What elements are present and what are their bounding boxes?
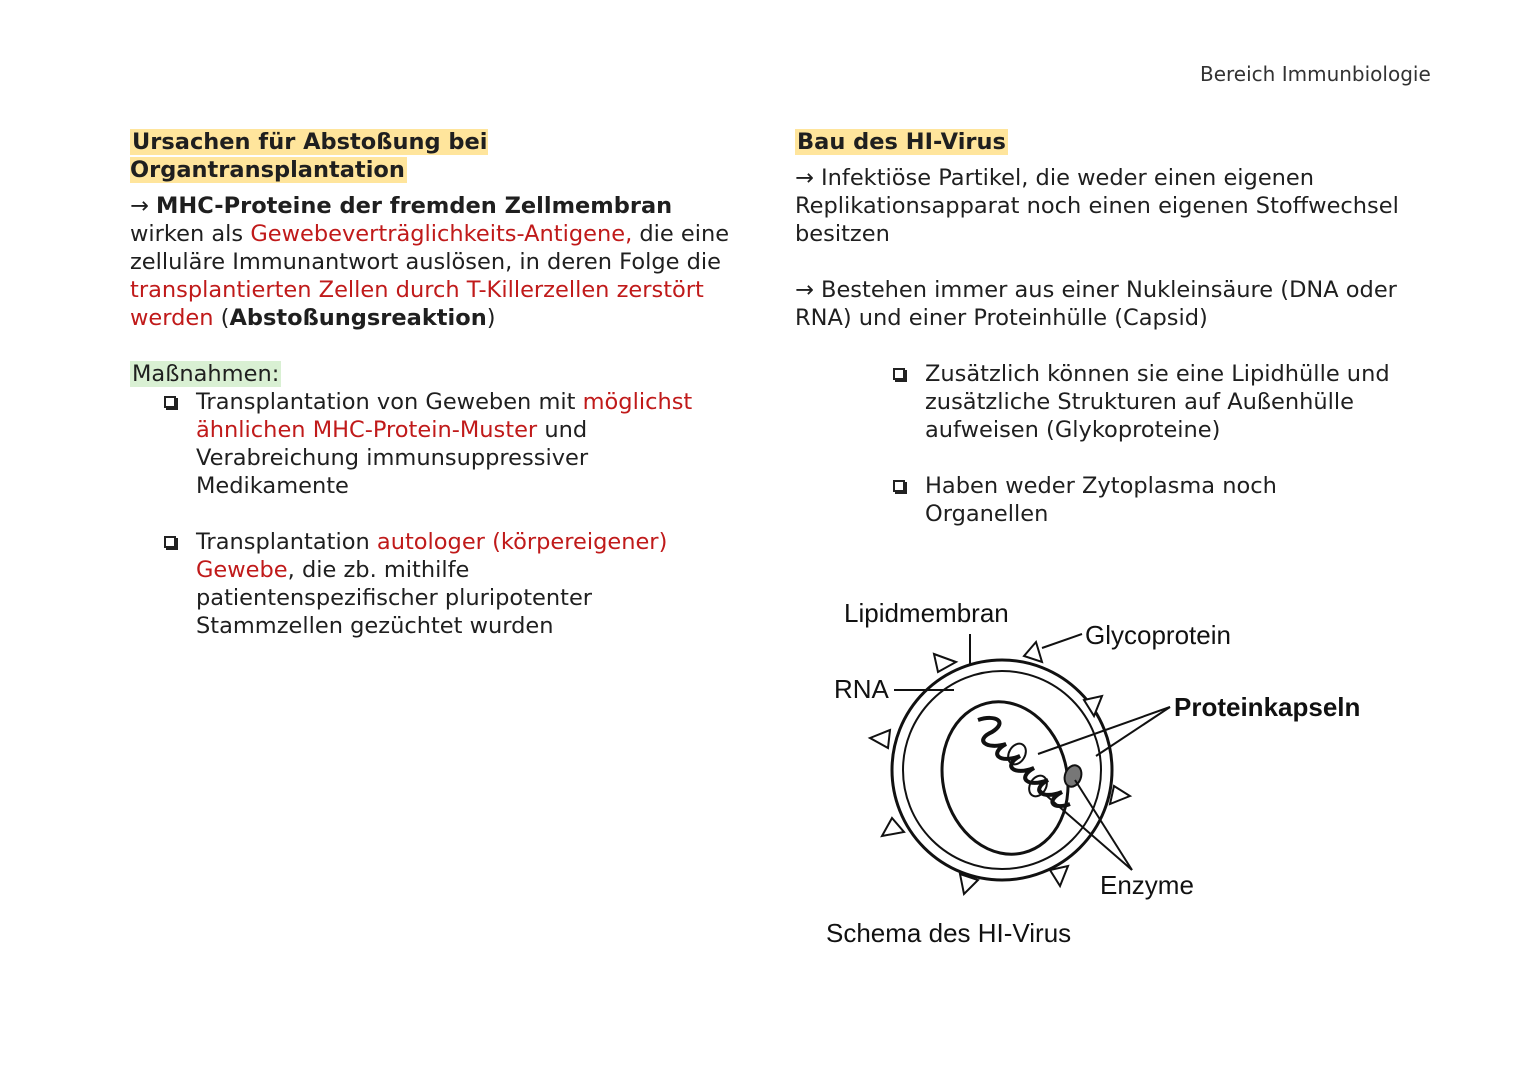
area-label: Bereich Immunbiologie xyxy=(1200,62,1431,86)
list-item xyxy=(893,472,1403,528)
highlight-term: autologer (körpereigener) Gewebe xyxy=(196,529,668,583)
leader-capsid-2 xyxy=(1096,707,1170,756)
hiv-diagram xyxy=(810,590,1370,970)
leader-glyco xyxy=(1042,634,1082,648)
antigen-term: Gewebeverträglichkeits-Antigene, xyxy=(250,221,633,247)
hiv-paragraph-1: → Infektiöse Partikel, die weder einen eigenen Replikationsapparat noch einen eigenen Stoffwechsel besitzen xyxy=(795,165,1399,247)
rna-strand xyxy=(978,718,1070,806)
measures-list xyxy=(164,388,704,640)
capsid xyxy=(926,688,1084,867)
text-run: Transplantation xyxy=(196,529,377,555)
text-run: , die zb. mithilfe patientenspezifischer pluripotenter Stammzellen gezüchtet wurden xyxy=(196,557,593,639)
hiv-bullets xyxy=(893,360,1403,528)
section-heading-hiv: Bau des HI-Virus xyxy=(797,129,1006,155)
leader-capsid-1 xyxy=(1038,707,1170,754)
checkbox-icon xyxy=(164,536,176,548)
label-rna: RNA xyxy=(834,674,889,704)
bullet-text: Zusätzlich können sie eine Lipidhülle und zusätzliche Strukturen auf Außenhülle aufweisen (Glykoproteine) xyxy=(925,361,1390,443)
checkbox-icon xyxy=(164,396,176,408)
list-item xyxy=(164,528,704,640)
label-lipidmembran: Lipidmembran xyxy=(844,598,1009,628)
right-column xyxy=(795,128,1405,528)
text-run: ) xyxy=(486,305,496,331)
rejection-explanation xyxy=(130,192,730,332)
spacer xyxy=(164,500,704,528)
text-run: und Verabreichung immunsuppressiver Medikamente xyxy=(196,417,589,499)
checkbox-icon xyxy=(893,480,905,492)
diagram-caption: Schema des HI-Virus xyxy=(826,918,1072,948)
hiv-paragraph-2: → Bestehen immer aus einer Nukleinsäure (DNA oder RNA) und einer Proteinhülle (Capsid) xyxy=(795,277,1397,331)
left-column xyxy=(130,128,730,640)
enzyme-1 xyxy=(1005,740,1030,767)
arrow: → xyxy=(130,193,157,219)
checkbox-icon xyxy=(893,368,905,380)
list-item xyxy=(893,360,1403,444)
killer-cell-term: transplantierten Zellen durch T-Killerzellen zerstört werden xyxy=(130,277,704,331)
measures-heading: Maßnahmen: xyxy=(132,361,280,387)
text-run: Transplantation von Geweben mit xyxy=(196,389,583,415)
bullet-text: Haben weder Zytoplasma noch Organellen xyxy=(925,473,1277,527)
rejection-term: Abstoßungsreaktion xyxy=(229,305,487,331)
highlight-term: möglichst ähnlichen MHC-Protein-Muster xyxy=(196,389,693,443)
mhc-term: MHC-Proteine der fremden Zellmembran xyxy=(156,193,673,219)
label-proteinkapseln: Proteinkapseln xyxy=(1174,692,1361,722)
list-item xyxy=(164,388,704,500)
label-glycoprotein: Glycoprotein xyxy=(1085,620,1231,650)
section-heading-rejection: Ursachen für Abstoßung bei Organtransplantation xyxy=(130,129,488,183)
text-run: wirken als xyxy=(130,221,251,247)
text-run: ( xyxy=(213,305,230,331)
spacer xyxy=(893,444,1403,472)
glycoprotein-spikes xyxy=(870,642,1130,894)
label-enzyme: Enzyme xyxy=(1100,870,1194,900)
text-run: die eine zelluläre Immunantwort auslösen, in deren Folge die xyxy=(130,221,730,275)
